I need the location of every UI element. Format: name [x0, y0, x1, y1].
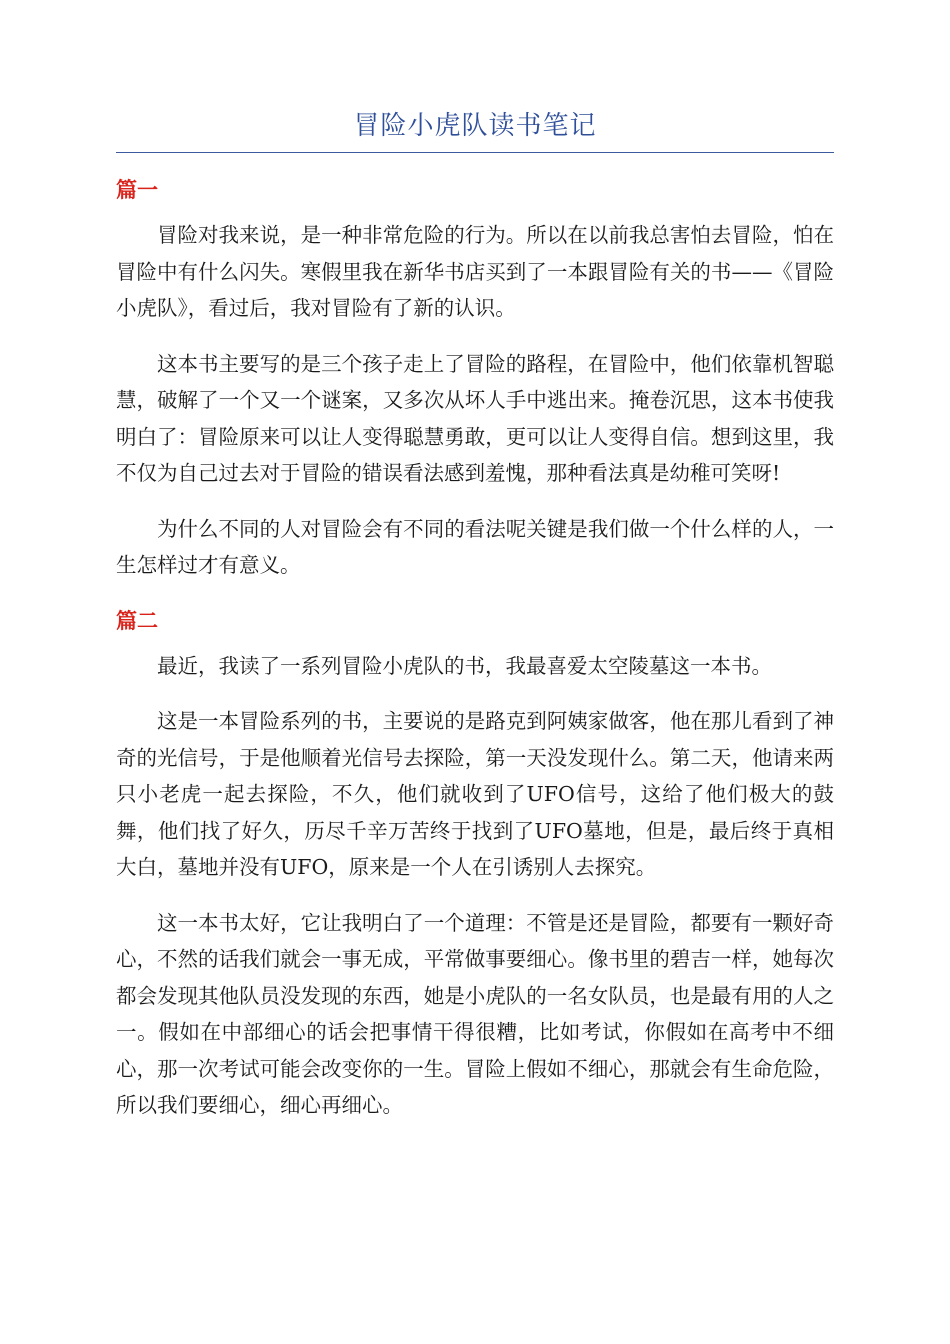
document-title: 冒险小虎队读书笔记: [116, 108, 834, 153]
paragraph: 这本书主要写的是三个孩子走上了冒险的路程，在冒险中，他们依靠机智聪慧，破解了一个又一个谜案，又多次从坏人手中逃出来。掩卷沉思，这本书使我明白了：冒险原来可以让人变得聪慧勇敢，更可以让人变得自信。想到这里，我不仅为自己过去对于冒险的错误看法感到羞愧，那种看法真是幼稚可笑呀!: [116, 351, 834, 485]
paragraph: 最近，我读了一系列冒险小虎队的书，我最喜爱太空陵墓这一本书。: [157, 653, 772, 678]
section-heading: 篇二: [116, 607, 158, 633]
document-page: [116, 108, 834, 1143]
section-one: [116, 175, 834, 584]
section-heading: 篇一: [116, 177, 158, 202]
section-two: [116, 606, 834, 1124]
paragraph: 这一本书太好，它让我明白了一个道理：不管是还是冒险，都要有一颗好奇心，不然的话我们就会一事无成，平常做事要细心。像书里的碧吉一样，她每次都会发现其他队员没发现的东西，她是小虎队的一名女队员，也是最有用的人之一。假如在中部细心的话会把事情干得很糟，比如考试，你假如在高考中不细心，那一次考试可能会改变你的一生。冒险上假如不细心，那就会有生命危险，所以我们要细心，细心再细心。: [116, 910, 834, 1117]
paragraph: 冒险对我来说，是一种非常危险的行为。所以在以前我总害怕去冒险，怕在冒险中有什么闪失。寒假里我在新华书店买到了一本跟冒险有关的书——《冒险小虎队》，看过后，我对冒险有了新的认识。: [116, 223, 834, 320]
paragraph: 这是一本冒险系列的书，主要说的是路克到阿姨家做客，他在那儿看到了神奇的光信号，于是他顺着光信号去探险，第一天没发现什么。第二天，他请来两只小老虎一起去探险，不久，他们就收到了UFO信号，这给了他们极大的鼓舞，他们找了好久，历尽千辛万苦终于找到了UFO墓地，但是，最后终于真相大白，墓地并没有UFO，原来是一个人在引诱别人去探究。: [116, 709, 834, 879]
paragraph: 为什么不同的人对冒险会有不同的看法呢关键是我们做一个什么样的人，一生怎样过才有意义。: [116, 516, 834, 577]
